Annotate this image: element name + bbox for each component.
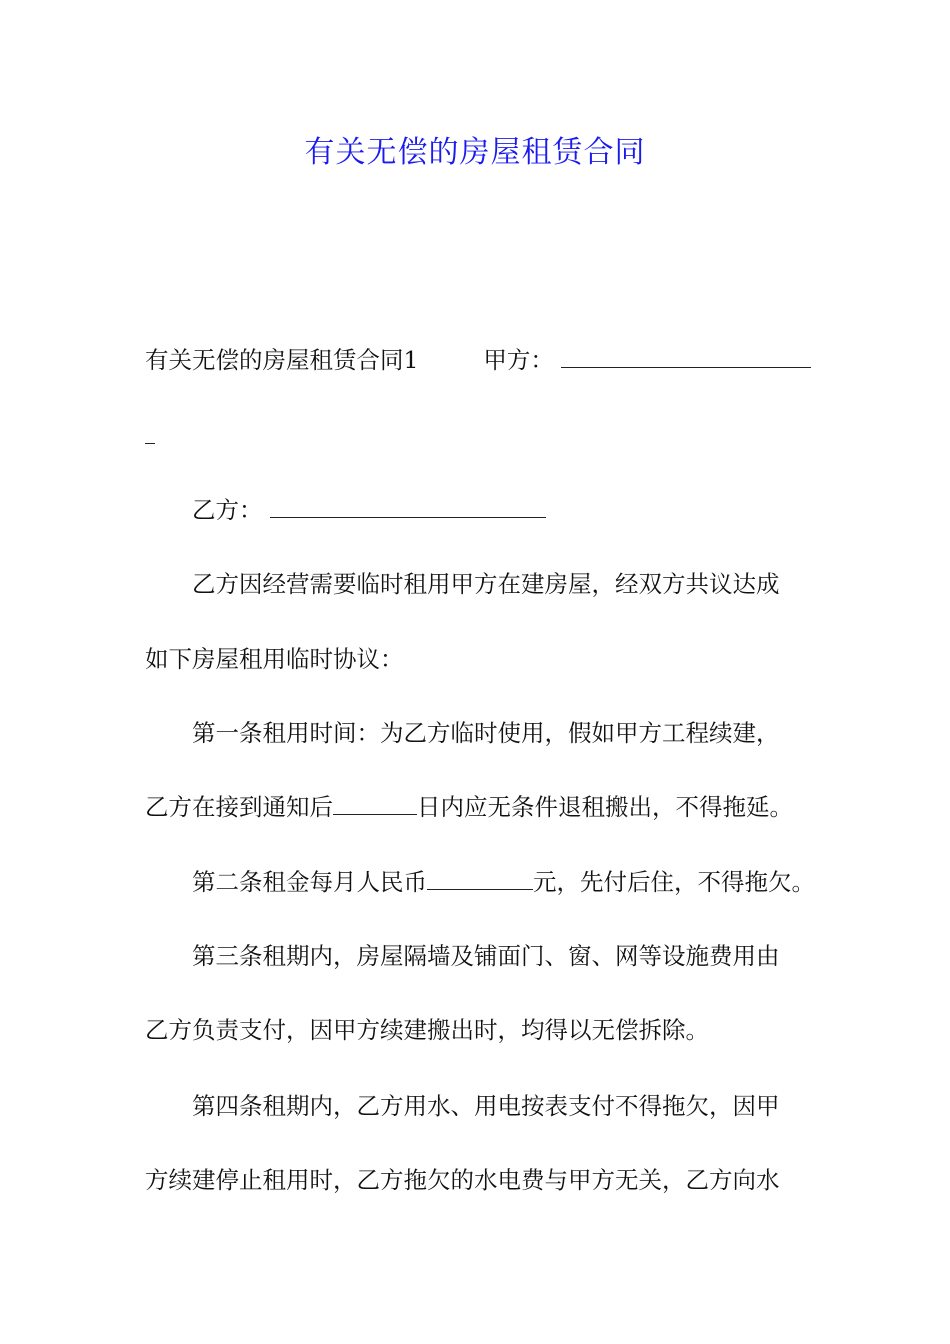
days-blank [333,792,417,815]
party-a-label: 甲方： [483,346,554,374]
article-1-line-2 [145,789,793,825]
party-a-blank-continuation [145,443,155,444]
party-b-label: 乙方： [192,496,263,524]
rent-amount-blank [427,867,533,890]
article-2-text-a: 第二条租金每月人民币 [192,868,427,896]
subtitle-line [145,342,811,378]
article-1-line-1: 第一条租用时间：为乙方临时使用，假如甲方工程续建， [192,719,780,747]
contract-subtitle: 有关无偿的房屋租赁合同1 [145,346,419,374]
article-1-text-a: 乙方在接到通知后 [145,793,333,821]
article-3-line-2: 乙方负责支付，因甲方续建搬出时，均得以无偿拆除。 [145,1016,709,1044]
party-b-line [192,492,546,528]
article-4-line-2: 方续建停止租用时，乙方拖欠的水电费与甲方无关，乙方向水 [145,1166,780,1194]
article-4-line-1: 第四条租期内，乙方用水、用电按表支付不得拖欠，因甲 [192,1092,780,1120]
article-2-line [192,864,815,900]
document-title: 有关无偿的房屋租赁合同 [304,135,646,170]
party-a-blank [561,345,811,368]
party-b-blank [270,495,546,518]
intro-paragraph-line-2: 如下房屋租用临时协议： [145,645,404,673]
article-2-text-b: 元，先付后住，不得拖欠。 [533,868,815,896]
article-3-line-1: 第三条租期内，房屋隔墙及铺面门、窗、网等设施费用由 [192,942,780,970]
intro-paragraph-line-1: 乙方因经营需要临时租用甲方在建房屋，经双方共议达成 [192,570,780,598]
article-1-text-b: 日内应无条件退租搬出，不得拖延。 [417,793,793,821]
